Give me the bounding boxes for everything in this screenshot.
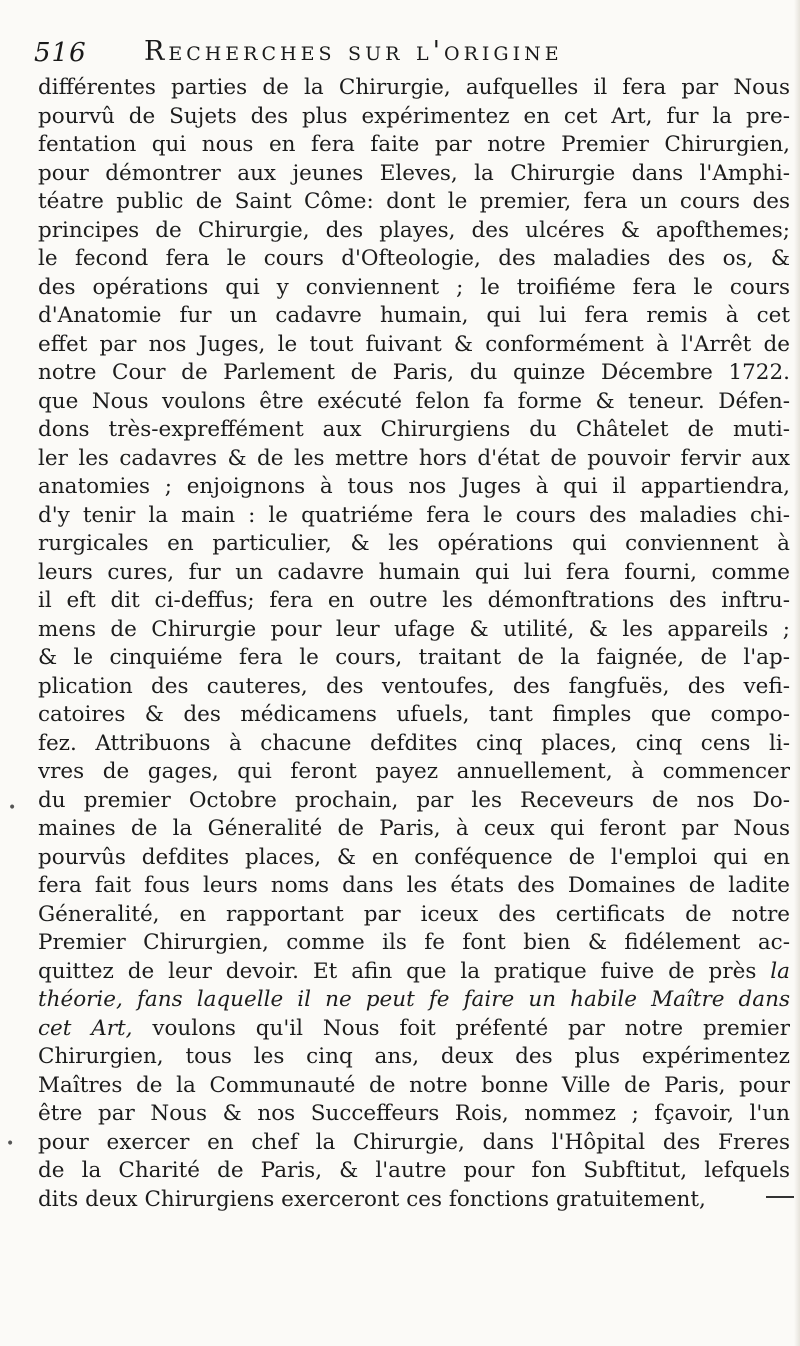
text-line: principes de Chirurgie, des playes, des ulcéres & apofthemes; (38, 217, 790, 243)
text-line: pour démontrer aux jeunes Eleves, la Chirurgie dans l'Amphi- (38, 160, 790, 186)
margin-dot: • (6, 1136, 15, 1152)
margin-dot: • (8, 800, 17, 816)
text-line: Chirurgien, tous les cinq ans, deux des plus expérimentez (38, 1044, 790, 1069)
text-line: il eft dit ci-deffus; fera en outre les démonftrations des inftru- (38, 588, 790, 613)
text-line: du premier Octobre prochain, par les Receveurs de nos Do- (38, 787, 790, 813)
text-line: dons très-expreffément aux Chirurgiens du Châtelet de muti- (38, 417, 790, 442)
text-line: notre Cour de Parlement de Paris, du quinze Décembre 1722. (38, 360, 790, 385)
text-line: effet par nos Juges, le tout fuivant & conformément à l'Arrêt de (38, 331, 790, 357)
text-line: Maîtres de la Communauté de notre bonne Ville de Paris, pour (38, 1072, 790, 1098)
text-line: pourvû de Sujets des plus expérimentez en cet Art, fur la pre- (38, 103, 790, 129)
text-line: & le cinquiéme fera le cours, traitant de la faignée, de l'ap- (38, 645, 790, 670)
text-line: fez. Attribuons à chacune defdites cinq places, cinq cens li- (38, 730, 790, 756)
body-text (38, 74, 790, 1214)
text-line: pourvûs defdites places, & en conféquence de l'emploi qui en (38, 844, 790, 870)
text-line: fera fait fous leurs noms dans les états des Domaines de ladite (38, 873, 790, 898)
running-title: Recherches sur l'origine (144, 36, 563, 67)
text-line: plication des cauteres, des ventoufes, des fangfuës, des vefi- (38, 673, 790, 699)
text-line: anatomies ; enjoignons à tous nos Juges à qui il appartiendra, (38, 474, 790, 499)
text-line: téatre public de Saint Côme: dont le premier, fera un cours des (38, 189, 790, 214)
text-line: Premier Chirurgien, comme ils fe font bien & fidélement ac- (38, 930, 790, 955)
text-line: d'Anatomie fur un cadavre humain, qui lui fera remis à cet (38, 303, 790, 328)
text-line: vres de gages, qui feront payez annuellement, à commencer (38, 759, 790, 784)
text-line: ler les cadavres & de les mettre hors d'état de pouvoir fervir aux (38, 445, 790, 471)
text-line: rurgicales en particulier, & les opérations qui conviennent à (38, 531, 790, 556)
text-line: être par Nous & nos Succeffeurs Rois, nommez ; fçavoir, l'un (38, 1101, 790, 1126)
text-line-mixed (38, 1015, 790, 1044)
text-line: catoires & des médicamens ufuels, tant fimples que compo- (38, 702, 790, 727)
text-line: différentes parties de la Chirurgie, aufquelles il fera par Nous (38, 75, 790, 100)
italic-segment: cet Art, (38, 1015, 133, 1041)
text-line: fentation qui nous en fera faite par notre Premier Chirurgien, (38, 132, 790, 157)
text-line: dits deux Chirurgiens exerceront ces fonctions gratuitement, (38, 1186, 706, 1212)
text-line: maines de la Géneralité de Paris, à ceux qui feront par Nous (38, 816, 790, 841)
page-edge-shadow (794, 0, 800, 1346)
text-line: de la Charité de Paris, & l'autre pour fon Subftitut, lefquels (38, 1158, 790, 1183)
italic-line: théorie, fans laquelle il ne peut fe faire un habile Maître dans (38, 987, 790, 1012)
text-line-mixed (38, 958, 790, 987)
italic-segment: la (770, 958, 790, 984)
text-line: Géneralité, en rapportant par iceux des certificats de notre (38, 901, 790, 927)
page-number: 516 (34, 38, 87, 68)
text-line: leurs cures, fur un cadavre humain qui lui fera fourni, comme (38, 559, 790, 585)
text-segment: quittez de leur devoir. Et afin que la pratique fuive de près (38, 958, 757, 984)
text-line: mens de Chirurgie pour leur ufage & utilité, & les appareils ; (38, 616, 790, 642)
text-line: d'y tenir la main : le quatriéme fera le cours des maladies chi- (38, 502, 790, 528)
text-line: des opérations qui y conviennent ; le troifiéme fera le cours (38, 274, 790, 300)
text-segment: voulons qu'il Nous foit préfenté par notre premier (152, 1015, 790, 1041)
text-line: le fecond fera le cours d'Ofteologie, des maladies des os, & (38, 246, 790, 271)
page-header (34, 36, 774, 76)
text-line: pour exercer en chef la Chirurgie, dans l'Hôpital des Freres (38, 1129, 790, 1155)
text-line: que Nous voulons être exécuté felon fa forme & teneur. Défen- (38, 388, 790, 414)
